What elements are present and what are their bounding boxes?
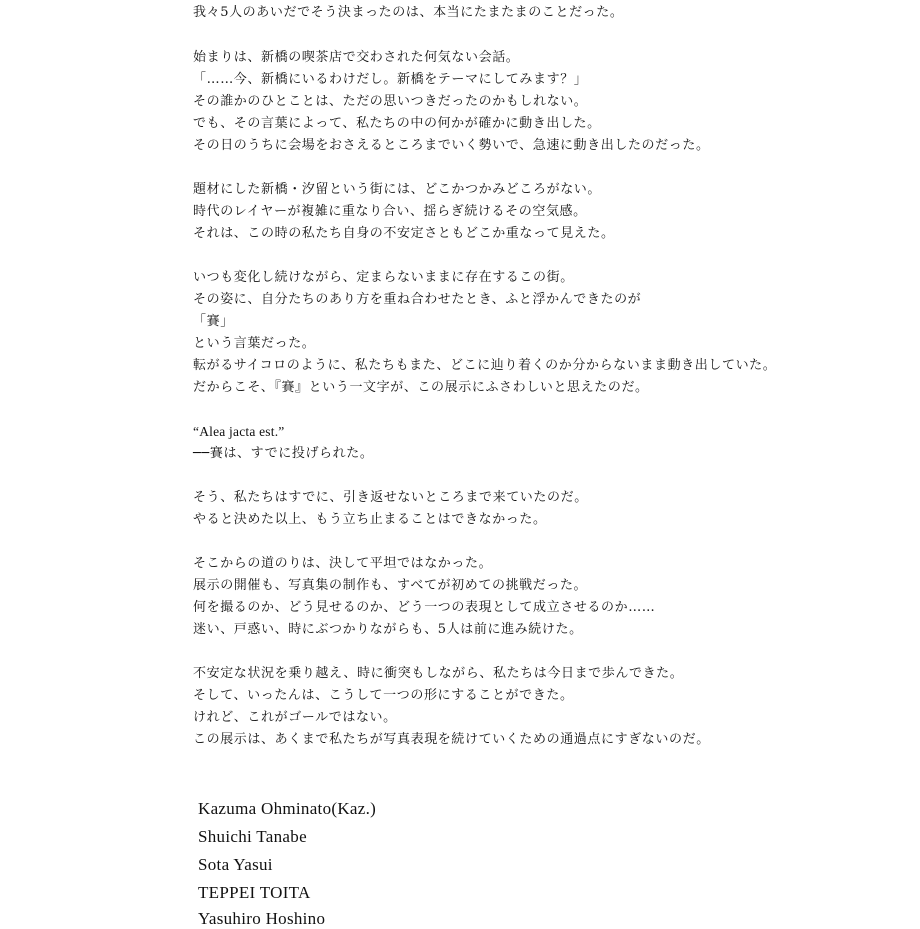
essay-line: 迷い、戸惑い、時にぶつかりながらも、5人は前に進み続けた。 [193,622,583,637]
member-name: Sota Yasui [198,855,273,874]
essay-line: その日のうちに会場をおさえるところまでいく勢いで、急速に動き出したのだった。 [193,138,710,153]
member-name: Shuichi Tanabe [198,827,307,846]
essay-line: でも、その言葉によって、私たちの中の何かが確かに動き出した。 [193,116,601,131]
essay-line: その誰かのひとことは、ただの思いつきだったのかもしれない。 [193,94,588,109]
essay-line: ──賽は、すでに投げられた。 [193,446,374,461]
essay-line: だからこそ、『賽』という一文字が、この展示にふさわしいと思えたのだ。 [193,380,649,395]
member-name: Yasuhiro Hoshino [198,909,326,928]
essay-line: それは、この時の私たち自身の不安定さともどこか重なって見えた。 [193,226,615,241]
essay-line: 題材にした新橋・汐留という街には、どこかつかみどころがない。 [193,182,602,197]
essay-line: この展示は、あくまで私たちが写真表現を続けていくための通過点にすぎないのだ。 [193,732,710,747]
essay-line: 時代のレイヤーが複雑に重なり合い、揺らぎ続けるその空気感。 [193,204,587,219]
essay-line: 何を撮るのか、どう見せるのか、どう一つの表現として成立させるのか…… [193,600,656,615]
essay-line: 不安定な状況を乗り越え、時に衝突もしながら、私たちは今日まで歩んできた。 [193,666,684,681]
essay-page [193,0,893,928]
essay-line: けれど、これがゴールではない。 [193,710,397,725]
essay-line: そこからの道のりは、決して平坦ではなかった。 [193,556,493,571]
member-name: Kazuma Ohminato(Kaz.) [198,799,377,818]
essay-line: 転がるサイコロのように、私たちもまた、どこに辿り着くのか分からないまま動き出していた。 [193,358,777,373]
essay-line: そう、私たちはすでに、引き返せないところまで来ていたのだ。 [193,490,588,505]
latin-quote: “Alea jacta est.” [193,424,285,439]
member-name: TEPPEI TOITA [198,883,311,902]
essay-line: いつも変化し続けながら、定まらないままに存在するこの街。 [193,270,574,285]
essay-line: 我々5人のあいだでそう決まったのは、本当にたまたまのことだった。 [193,5,624,20]
essay-line: 「賽」 [193,314,234,329]
essay-line: という言葉だった。 [193,336,316,351]
essay-line: 始まりは、新橋の喫茶店で交わされた何気ない会話。 [193,50,520,65]
essay-line: やると決めた以上、もう立ち止まることはできなかった。 [193,512,547,527]
essay-line: 展示の開催も、写真集の制作も、すべてが初めての挑戦だった。 [193,578,588,593]
essay-line: その姿に、自分たちのあり方を重ね合わせたとき、ふと浮かんできたのが [193,292,642,307]
essay-line: 「……今、新橋にいるわけだし。新橋をテーマにしてみます？」 [193,72,588,87]
essay-line: そして、いったんは、こうして一つの形にすることができた。 [193,688,574,703]
